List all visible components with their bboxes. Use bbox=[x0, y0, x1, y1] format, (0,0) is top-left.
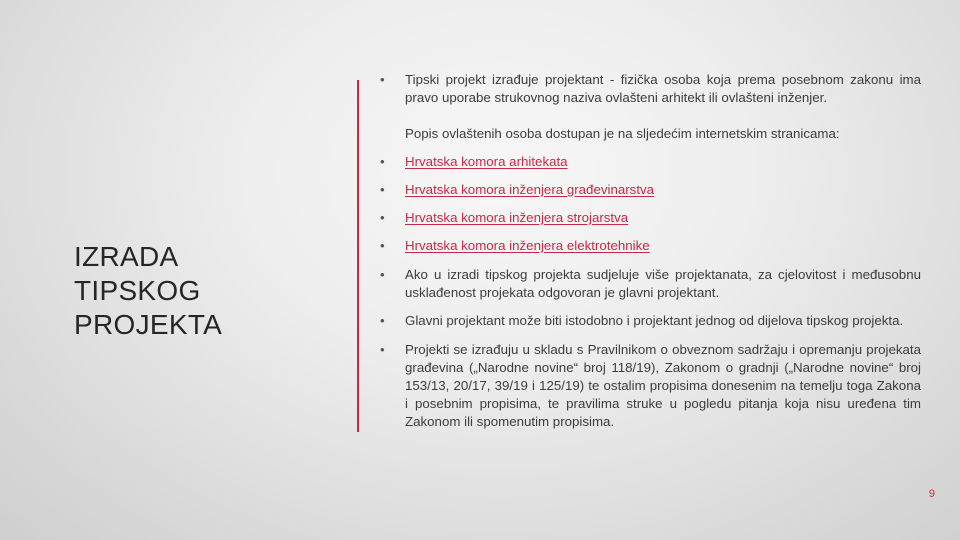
bullet-marker: • bbox=[380, 238, 385, 253]
bullet-marker: • bbox=[380, 342, 385, 357]
point-text: Glavni projektant može biti istodobno i projektant jednog od dijelova tipskog projekta. bbox=[405, 313, 904, 328]
bullet-marker: • bbox=[380, 210, 385, 225]
list-intro: Popis ovlaštenih osoba dostupan je na sljedećim internetskim stranicama: bbox=[405, 126, 840, 141]
link-chamber-architects[interactable]: Hrvatska komora arhitekata bbox=[405, 154, 568, 169]
bullet-marker: • bbox=[380, 267, 385, 282]
point-text: Projekti se izrađuju u skladu s Pravilnikom o obveznom sadržaju i opremanju projekata građevina („Narodne novine“ broj 118/19), Zakonom o gradnji („Narodne novine“ broj 153/13, 20/17, 39/19 i 125/19) te ostalim propisima donesenim na temelju toga Zakona i posebnim propisima, te pravilima struke u pogledu pitanja koja nisu uređena tim Zakonom ili spomenutim propisima. bbox=[405, 342, 921, 429]
link-item-mechanical-engineers bbox=[380, 209, 921, 227]
link-item-civil-engineers bbox=[380, 181, 921, 199]
point-item-1 bbox=[380, 266, 921, 302]
slide-title bbox=[74, 240, 324, 342]
intro-text: Tipski projekt izrađuje projektant - fizička osoba koja prema posebnom zakonu ima pravo uporabe strukovnog naziva ovlašteni arhitekt ili ovlašteni inženjer. bbox=[405, 72, 921, 105]
bullet-marker: • bbox=[380, 154, 385, 169]
link-chamber-electrical-engineers[interactable]: Hrvatska komora inženjera elektrotehnike bbox=[405, 238, 650, 253]
slide-content bbox=[380, 71, 921, 431]
slide-title-line-3: PROJEKTA bbox=[74, 309, 223, 340]
vertical-divider bbox=[357, 80, 359, 432]
intro-bullet bbox=[380, 71, 921, 107]
slide-title-line-1: IZRADA bbox=[74, 241, 179, 272]
link-item-electrical-engineers bbox=[380, 237, 921, 255]
slide-title-line-2: TIPSKOG bbox=[74, 275, 201, 306]
bullet-marker: • bbox=[380, 72, 385, 87]
bullet-marker: • bbox=[380, 182, 385, 197]
point-item-3 bbox=[380, 341, 921, 431]
bullet-marker: • bbox=[380, 313, 385, 328]
page-number: 9 bbox=[928, 488, 935, 500]
point-text: Ako u izradi tipskog projekta sudjeluje više projektanata, za cjelovitost i međusobnu usklađenost projekata odgovoran je glavni projektant. bbox=[405, 267, 921, 300]
point-item-2 bbox=[380, 312, 921, 330]
link-item-architects bbox=[380, 153, 921, 171]
link-chamber-mechanical-engineers[interactable]: Hrvatska komora inženjera strojarstva bbox=[405, 210, 629, 225]
link-chamber-civil-engineers[interactable]: Hrvatska komora inženjera građevinarstva bbox=[405, 182, 655, 197]
